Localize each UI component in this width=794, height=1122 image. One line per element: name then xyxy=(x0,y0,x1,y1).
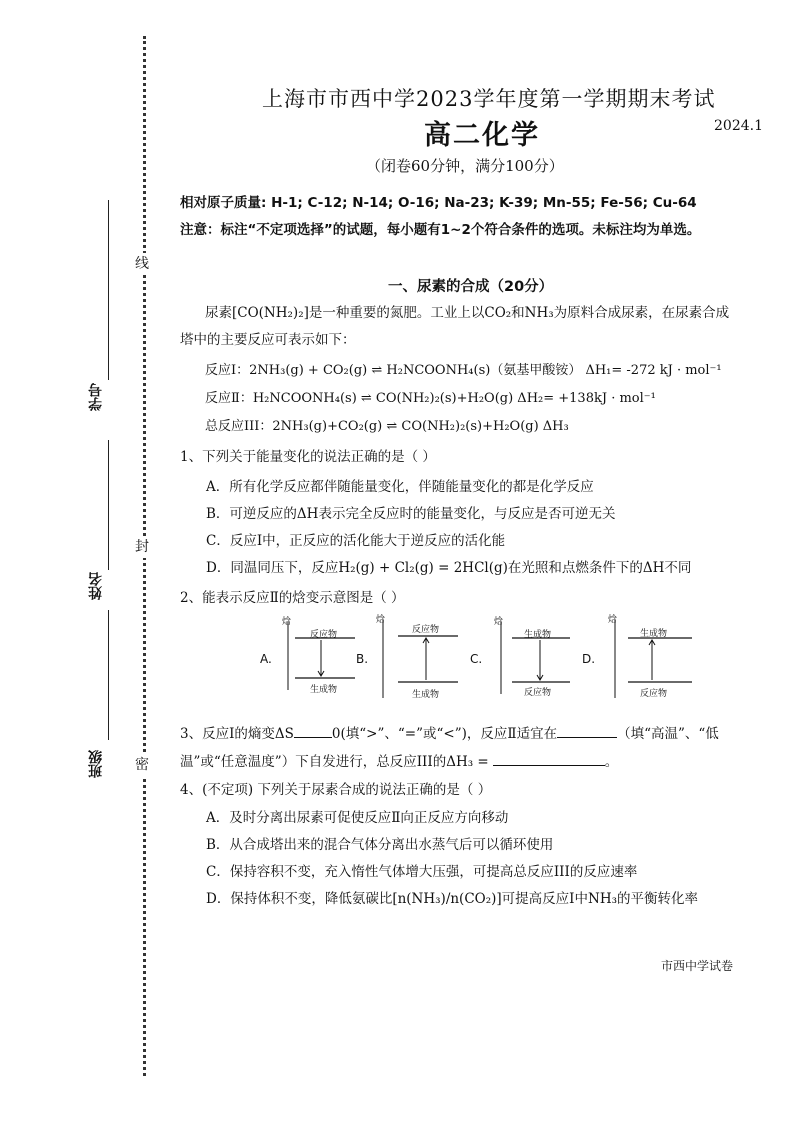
diagram-c-top-label: 生成物 xyxy=(524,630,552,640)
student-id-blank[interactable] xyxy=(108,200,109,380)
intro-line-1: 尿素[CO(NH₂)₂]是一种重要的氮肥。工业上以CO₂和NH₃为原料合成尿素，在尿素合成 xyxy=(205,305,730,321)
q1-option-a[interactable]: A．所有化学反应都伴随能量变化，伴随能量变化的都是化学反应 xyxy=(206,479,594,495)
q3-part-1: 3、反应Ⅰ的熵变ΔS xyxy=(180,726,294,742)
q1-stem: 1、下列关于能量变化的说法正确的是（ ） xyxy=(180,449,436,465)
q3-part-2: 0(填“>”、“=”或“<”)，反应Ⅱ适宜在 xyxy=(331,726,558,742)
student-name-top-rule xyxy=(108,440,109,570)
diagram-c-graph xyxy=(498,622,578,697)
q2-stem: 2、能表示反应Ⅱ的焓变示意图是（ ） xyxy=(180,590,405,606)
q3-part-4: 温”或“任意温度”）下自发进行，总反应III的ΔH₃ = xyxy=(180,754,489,770)
atomic-mass-line: 相对原子质量: H-1; C-12; N-14; O-16; Na-23; K-39; Mn-55; Fe-56; Cu-64 xyxy=(180,195,697,211)
diagram-d-top-label: 生成物 xyxy=(640,629,668,639)
q1-option-d[interactable]: D．同温同压下，反应H₂(g) + Cl₂(g) = 2HCl(g)在光照和点燃条件下的ΔH不同 xyxy=(206,560,692,576)
diagram-a-axis: 焓 xyxy=(282,617,292,627)
student-id-label: 学号 xyxy=(88,383,104,411)
exam-info: （闭卷60分钟，满分100分） xyxy=(366,157,564,175)
diagram-b-bottom-label: 生成物 xyxy=(412,690,440,700)
diagram-d-letter[interactable]: D. xyxy=(582,652,596,666)
q1-option-b[interactable]: B．可逆反应的ΔH表示完全反应时的能量变化，与反应是否可逆无关 xyxy=(206,506,616,522)
intro-line-2: 塔中的主要反应可表示如下： xyxy=(180,332,356,348)
q3-line-2 xyxy=(180,750,618,770)
diagram-d-graph xyxy=(612,620,702,700)
q4-option-d[interactable]: D．保持体积不变，降低氨碳比[n(NH₃)/n(CO₂)]可提高反应Ⅰ中NH₃的平衡转化率 xyxy=(206,891,698,907)
binding-char-feng: 封 xyxy=(135,536,149,558)
exam-title: 上海市市西中学2023学年度第一学期期末考试 xyxy=(262,87,716,111)
diagram-a-bottom-label: 生成物 xyxy=(310,685,338,695)
diagram-c-axis: 焓 xyxy=(494,617,504,627)
q3-blank-1[interactable] xyxy=(294,723,332,738)
diagram-b-letter[interactable]: B. xyxy=(356,652,369,666)
exam-date: 2024.1 xyxy=(714,118,763,134)
footer-text: 市西中学试卷 xyxy=(661,959,734,973)
student-name-label: 姓名 xyxy=(88,572,104,600)
reaction-3: 总反应III：2NH₃(g)+CO₂(g) ⇌ CO(NH₂)₂(s)+H₂O(g) ΔH₃ xyxy=(205,419,569,434)
q3-blank-3[interactable] xyxy=(493,751,605,766)
diagram-b-top-label: 反应物 xyxy=(412,625,440,635)
diagram-c-bottom-label: 反应物 xyxy=(524,688,552,698)
q4-option-a[interactable]: A．及时分离出尿素可促使反应Ⅱ向正反应方向移动 xyxy=(206,810,509,826)
reaction-1: 反应Ⅰ：2NH₃(g) + CO₂(g) ⇌ H₂NCOONH₄(s)（氨基甲酸铵） ΔH₁= -272 kJ · mol⁻¹ xyxy=(205,363,722,378)
binding-char-xian: 线 xyxy=(135,253,149,275)
q4-option-c[interactable]: C．保持容积不变，充入惰性气体增大压强，可提高总反应III的反应速率 xyxy=(206,864,638,880)
student-name-blank[interactable] xyxy=(108,610,109,740)
diagram-b-axis: 焓 xyxy=(376,615,386,625)
q4-stem: 4、(不定项) 下列关于尿素合成的说法正确的是（ ） xyxy=(180,782,492,798)
reaction-2: 反应Ⅱ：H₂NCOONH₄(s) ⇌ CO(NH₂)₂(s)+H₂O(g) ΔH₂= +138kJ · mol⁻¹ xyxy=(205,391,656,406)
diagram-a-letter[interactable]: A. xyxy=(260,652,272,666)
exam-subject: 高二化学 xyxy=(424,120,540,151)
q4-option-b[interactable]: B．从合成塔出来的混合气体分离出水蒸气后可以循环使用 xyxy=(206,837,554,853)
q1-option-c[interactable]: C．反应Ⅰ中，正反应的活化能大于逆反应的活化能 xyxy=(206,533,506,549)
q3-part-3: （填“高温”、“低 xyxy=(617,726,719,742)
diagram-a-graph xyxy=(285,622,365,692)
diagram-d-bottom-label: 反应物 xyxy=(640,689,668,699)
diagram-a-top-label: 反应物 xyxy=(310,630,338,640)
binding-char-mi: 密 xyxy=(135,754,149,776)
diagram-b-graph xyxy=(380,620,470,700)
q3-blank-2[interactable] xyxy=(557,723,617,738)
section-title: 一、尿素的合成（20分） xyxy=(388,279,554,295)
q3-line-1 xyxy=(180,722,719,742)
diagram-d-axis: 焓 xyxy=(608,615,618,625)
class-label: 班级 xyxy=(88,750,104,778)
q3-part-5: 。 xyxy=(604,754,619,770)
notice-line: 注意：标注“不定项选择”的试题，每小题有1~2个符合条件的选项。未标注均为单选。 xyxy=(180,222,701,238)
diagram-c-letter[interactable]: C. xyxy=(470,652,483,666)
